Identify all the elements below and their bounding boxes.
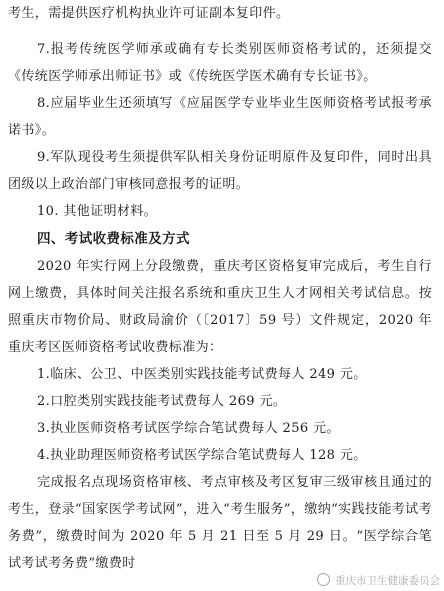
section-heading-4: 四、考试收费标准及方式 bbox=[37, 231, 190, 247]
paragraph-item-9: 9.军队现役考生须提供军队相关身份证明原件及复印件，同时出具团级以上政治部门审核同意报考的证明。 bbox=[8, 150, 432, 192]
fee-item-1: 1.临床、公卫、中医类别实践技能考试费每人 249 元。 bbox=[37, 367, 367, 382]
fee-item-3: 3.执业医师资格考试医学综合笔试费每人 256 元。 bbox=[37, 421, 340, 436]
paragraph-item-10: 10. 其他证明材料。 bbox=[37, 204, 158, 219]
paragraph-fragment-top: 考生，需提供医疗机构执业许可证副本复印件。 bbox=[8, 6, 290, 21]
paragraph-fee-intro: 2020 年实行网上分段缴费，重庆考区资格复审完成后，考生自行网上缴费，具体时间关注报名系统和重庆卫生人才网相关考试信息。按照重庆市物价局、财政局渝价（〔2017〕59 号）文件规定，2020 年重庆考区医师资格考试收费标准为： bbox=[8, 259, 432, 355]
fee-item-4: 4.执业助理医师资格考试医学综合笔试费每人 128 元。 bbox=[37, 448, 367, 463]
fee-item-2: 2.口腔类别实践技能考试费每人 269 元。 bbox=[37, 394, 287, 409]
wechat-logo-icon bbox=[317, 573, 330, 586]
paragraph-item-7: 7.报考传统医学师承或确有专长类别医师资格考试的，还须提交《传统医学师承出师证书》或《传统医学医术确有专长证书》。 bbox=[8, 42, 432, 84]
paragraph-payment: 完成报名点现场资格审核、考点审核及考区复审三级审核且通过的考生，登录“国家医学考试网”，进入“考生服务”，缴纳“实践技能考试考务费”，缴费时间为 2020 年 5 月 21 日至 5 月 29 日。“医学综合笔试考试考务费”缴费时 bbox=[8, 475, 432, 571]
watermark bbox=[317, 573, 440, 588]
watermark-text: 重庆市卫生健康委员会 bbox=[335, 575, 440, 587]
paragraph-item-8: 8.应届毕业生还须填写《应届医学专业毕业生医师资格考试报考承诺书》。 bbox=[8, 96, 432, 138]
